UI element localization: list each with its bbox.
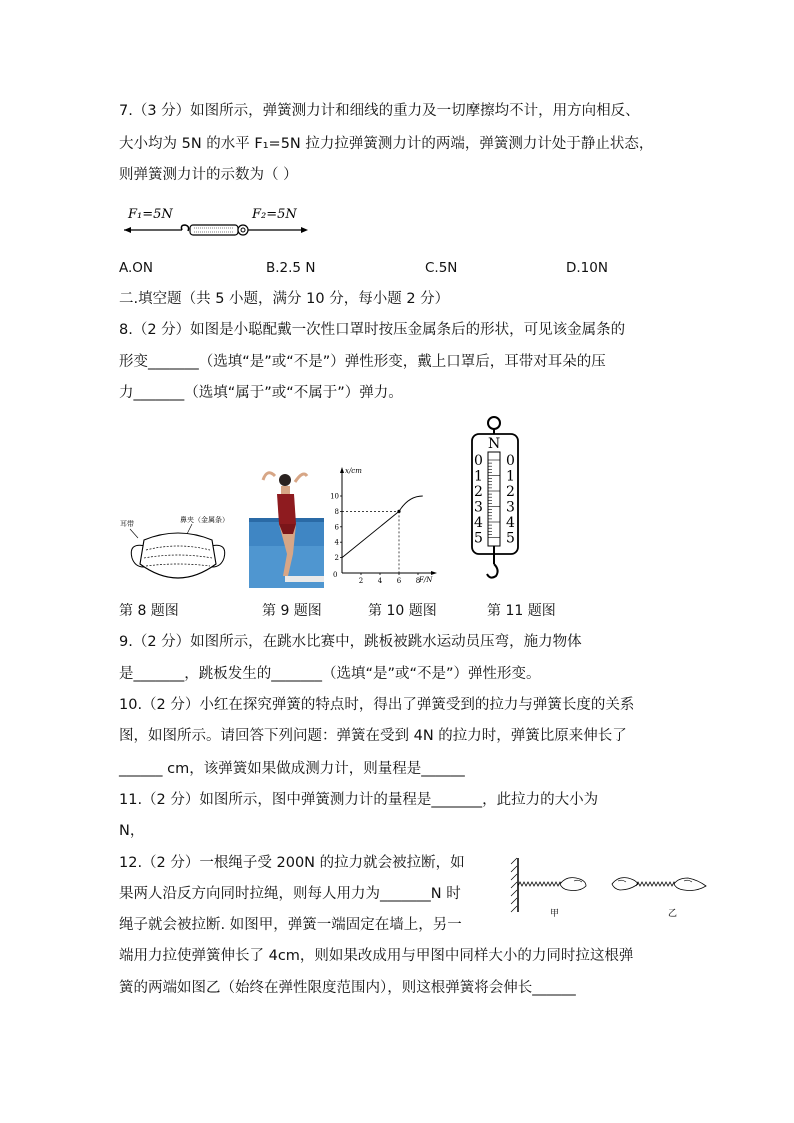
scale-left-number: 5 xyxy=(474,530,483,547)
mask-ear-label: 耳带 xyxy=(120,520,134,528)
caption-fig-9: 第 9 题图 xyxy=(262,603,322,619)
graph-origin-label: 0 xyxy=(333,571,338,579)
graph-y-tick-label: 6 xyxy=(334,523,339,532)
q12-line-2: 果两人沿反方向同时拉绳，则每人用力为_______N 时 xyxy=(119,886,461,902)
scale-left-number: 3 xyxy=(474,499,483,516)
q9-line-1: 9.（2 分）如图所示，在跳水比赛中，跳板被跳水运动员压弯，施力物体 xyxy=(119,634,582,650)
graph-x-tick-label: 2 xyxy=(358,577,364,585)
mask-figure xyxy=(118,508,238,592)
q8-line-2: 形变_______（选填“是”或“不是”）弹性形变，戴上口罩后，耳带对耳朵的压 xyxy=(119,354,606,370)
hand-b-right-icon xyxy=(674,878,706,891)
q10-line-1: 10.（2 分）小红在探究弹簧的特点时，得出了弹簧受到的拉力与弹簧长度的关系 xyxy=(119,697,635,713)
scale-top-ring-icon xyxy=(488,417,500,429)
left-arrowhead xyxy=(124,227,131,233)
hand-b-left-icon xyxy=(612,878,638,890)
graph-y-tick-label: 2 xyxy=(334,554,339,563)
scale-right-number: 1 xyxy=(506,468,515,485)
graph-y-axis-label: x/cm xyxy=(345,467,362,475)
scale-hook-icon xyxy=(487,564,498,578)
graph-y-tick-label: 4 xyxy=(334,538,339,547)
q7-f1-label: F₁=5N xyxy=(128,207,173,222)
q12-line-1: 12.（2 分）一根绳子受 200N 的拉力就会被拉断，如 xyxy=(119,855,465,871)
q11-line-2: N， xyxy=(119,823,145,839)
scale-left-number: 0 xyxy=(474,453,483,469)
q7-line-3: 则弹簧测力计的示数为（ ） xyxy=(119,167,298,183)
q7-option-a[interactable]: A.ON xyxy=(119,260,154,276)
graph-point xyxy=(397,510,400,513)
graph-x-axis-label: F/N xyxy=(419,576,433,584)
caption-fig-10: 第 10 题图 xyxy=(368,603,437,619)
scale-right-number: 5 xyxy=(506,530,515,547)
figure-10-graph xyxy=(330,461,440,587)
figure-11-spring-scale xyxy=(468,414,524,586)
q7-line-2: 大小均为 5N 的水平 F₁=5N 拉力拉弹簧测力计的两端，弹簧测力计处于静止状态， xyxy=(119,136,654,152)
section2-title: 二.填空题（共 5 小题，满分 10 分，每小题 2 分） xyxy=(119,291,450,307)
scale-right-number: 2 xyxy=(506,484,515,500)
q8-line-3: 力_______（选填“属于”或“不属于”）弹力。 xyxy=(119,385,403,401)
q7-option-c[interactable]: C.5N xyxy=(425,260,458,276)
scale-right-number: 0 xyxy=(506,453,515,469)
q8-line-1: 8.（2 分）如图是小聪配戴一次性口罩时按压金属条后的形状，可见该金属条的 xyxy=(119,322,626,338)
q12-line-4: 端用力拉使弹簧伸长了 4cm，则如果改成用与甲图中同样大小的力同时拉这根弹 xyxy=(119,948,634,964)
scale-right-number: 3 xyxy=(506,499,515,516)
caption-fig-8: 第 8 题图 xyxy=(119,603,179,619)
scale-unit-label: N xyxy=(488,436,501,452)
graph-x-tick-label: 4 xyxy=(377,577,383,585)
q7-line-1: 7.（3 分）如图所示，弹簧测力计和细线的重力及一切摩擦均不计，用方向相反、 xyxy=(119,103,640,119)
graph-curve-segment xyxy=(399,496,423,511)
spring-a xyxy=(518,882,562,886)
q7-option-d[interactable]: D.10N xyxy=(566,260,608,276)
ring-icon xyxy=(238,225,248,235)
q7-figure-spring-scale xyxy=(118,200,318,242)
spring-b xyxy=(636,882,676,886)
graph-y-tick-label: 8 xyxy=(334,507,339,516)
caption-fig-11: 第 11 题图 xyxy=(487,603,556,619)
hook-icon xyxy=(181,225,188,231)
q12-line-5: 簧的两端如图乙（始终在弹性限度范围内），则这根弹簧将会伸长______ xyxy=(119,980,576,996)
mask-nose-label: 鼻夹（金属条） xyxy=(180,516,229,524)
fig12-label-b: 乙 xyxy=(668,909,678,919)
hand-a-icon xyxy=(560,878,586,891)
scale-left-number: 4 xyxy=(474,515,483,531)
q10-line-3: ______ cm，该弹簧如果做成测力计，则量程是______ xyxy=(119,761,465,777)
q11-line-1: 11.（2 分）如图所示，图中弹簧测力计的量程是_______，此拉力的大小为 xyxy=(119,792,599,808)
right-arrowhead xyxy=(301,227,308,233)
q7-f2-label: F₂=5N xyxy=(252,207,297,222)
q9-line-2: 是_______，跳板发生的_______（选填“是”或“不是”）弹性形变。 xyxy=(119,666,541,682)
scale-right-number: 4 xyxy=(506,515,515,531)
graph-x-tick-label: 6 xyxy=(396,577,402,585)
scale-left-number: 1 xyxy=(474,468,483,485)
scale-left-number: 2 xyxy=(474,484,483,500)
figure-12-springs xyxy=(508,854,714,926)
graph-line-segment xyxy=(342,511,399,557)
graph-x-tick-label: 8 xyxy=(415,577,421,585)
diver-photo xyxy=(249,462,324,588)
q7-option-b[interactable]: B.2.5 N xyxy=(266,260,316,276)
q10-line-2: 图，如图所示。请回答下列问题：弹簧在受到 4N 的拉力时，弹簧比原来伸长了 xyxy=(119,728,627,744)
fig12-label-a: 甲 xyxy=(550,909,560,919)
q12-line-3: 绳子就会被拉断. 如图甲，弹簧一端固定在墙上，另一 xyxy=(119,917,462,933)
graph-y-tick-label: 10 xyxy=(330,492,339,501)
